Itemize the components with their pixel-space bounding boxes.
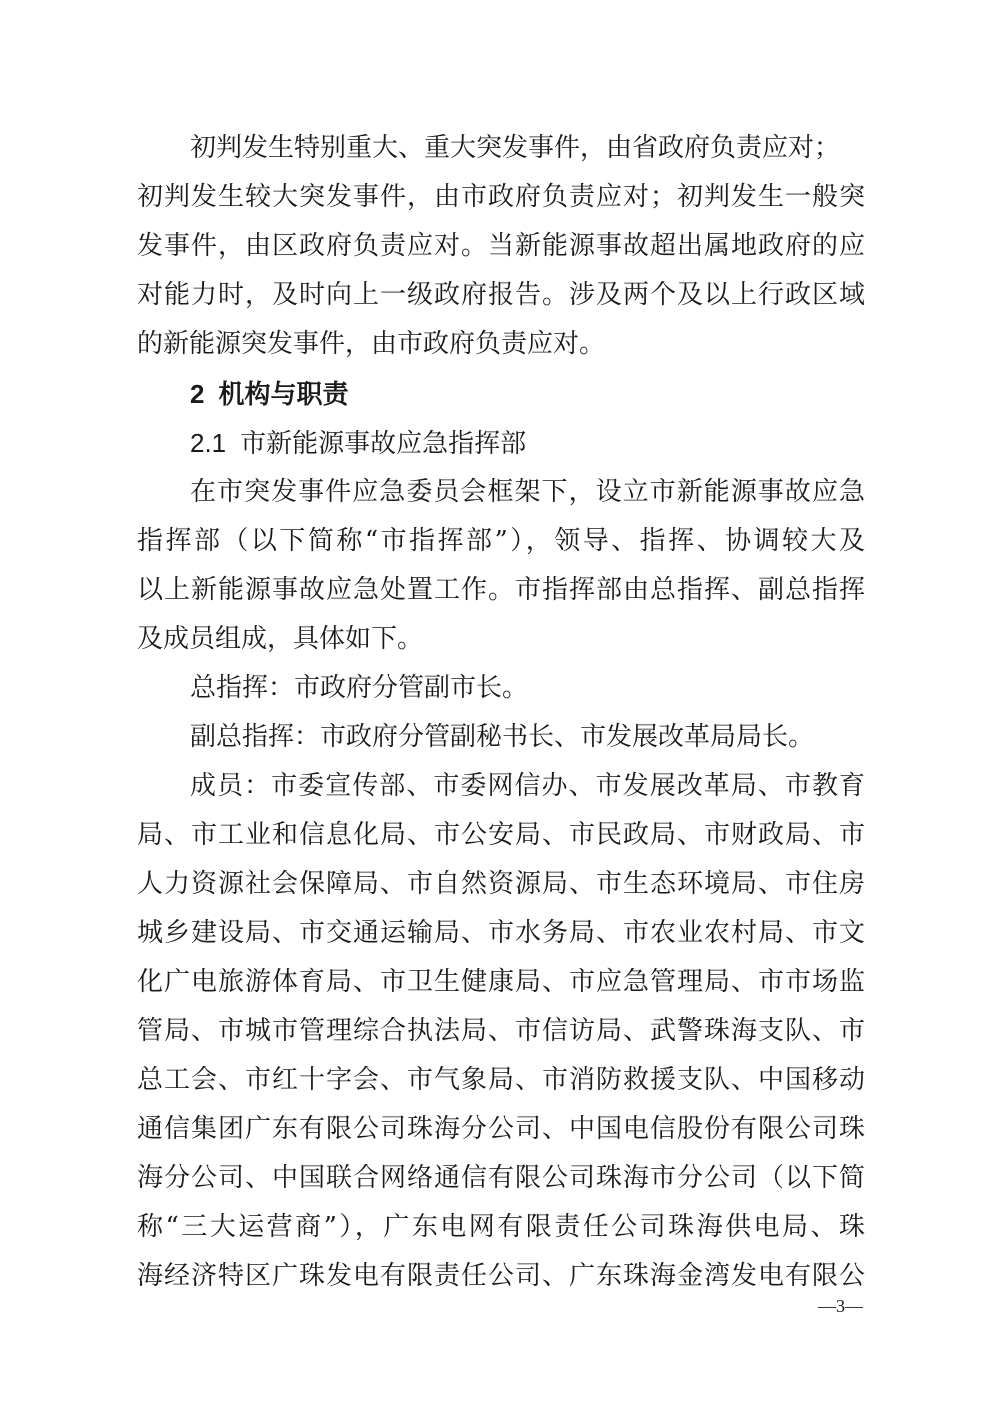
paragraph-1-line-2: 初判发生较大突发事件，由市政府负责应对；初判发生一般突 bbox=[137, 182, 865, 212]
section-2-number: 2 bbox=[190, 379, 205, 409]
paragraph-1-line-3: 发事件，由区政府负责应对。当新能源事故超出属地政府的应 bbox=[137, 231, 865, 261]
chief-commander: 总指挥：市政府分管副市长。 bbox=[190, 673, 529, 703]
members-line-9: 海分公司、中国联合网络通信有限公司珠海市分公司（以下简 bbox=[137, 1163, 865, 1193]
paragraph-1-line-4: 对能力时，及时向上一级政府报告。涉及两个及以上行政区域 bbox=[137, 280, 865, 310]
paragraph-2-line-2: 指挥部（以下简称“市指挥部”），领导、指挥、协调较大及 bbox=[137, 526, 865, 556]
page-number: —3— bbox=[818, 1296, 863, 1316]
paragraph-2-line-4: 及成员组成，具体如下。 bbox=[137, 624, 424, 654]
members-line-8: 通信集团广东有限公司珠海分公司、中国电信股份有限公司珠 bbox=[137, 1114, 865, 1144]
members-line-5: 化广电旅游体育局、市卫生健康局、市应急管理局、市市场监 bbox=[137, 967, 865, 997]
section-2-heading bbox=[190, 377, 348, 412]
members-line-3: 人力资源社会保障局、市自然资源局、市生态环境局、市住房 bbox=[137, 869, 865, 899]
members-line-7: 总工会、市红十字会、市气象局、市消防救援支队、中国移动 bbox=[137, 1065, 865, 1095]
members-line-1: 成员：市委宣传部、市委网信办、市发展改革局、市教育 bbox=[190, 771, 865, 801]
paragraph-1-line-5: 的新能源突发事件，由市政府负责应对。 bbox=[137, 329, 606, 359]
paragraph-2-line-1: 在市突发事件应急委员会框架下，设立市新能源事故应急 bbox=[190, 477, 865, 507]
deputy-commander: 副总指挥：市政府分管副秘书长、市发展改革局局长。 bbox=[190, 722, 815, 752]
members-line-6: 管局、市城市管理综合执法局、市信访局、武警珠海支队、市 bbox=[137, 1016, 865, 1046]
section-2-title: 机构与职责 bbox=[218, 380, 349, 410]
members-line-2: 局、市工业和信息化局、市公安局、市民政局、市财政局、市 bbox=[137, 820, 865, 850]
section-2-1-heading bbox=[190, 426, 526, 461]
members-line-4: 城乡建设局、市交通运输局、市水务局、市农业农村局、市文 bbox=[137, 918, 865, 948]
section-2-1-number: 2.1 bbox=[190, 428, 227, 458]
paragraph-1-line-1: 初判发生特别重大、重大突发事件，由省政府负责应对； bbox=[190, 133, 841, 163]
members-line-10: 称“三大运营商”），广东电网有限责任公司珠海供电局、珠 bbox=[137, 1212, 865, 1242]
members-line-11: 海经济特区广珠发电有限责任公司、广东珠海金湾发电有限公 bbox=[137, 1261, 865, 1291]
section-2-1-title: 市新能源事故应急指挥部 bbox=[240, 429, 527, 459]
paragraph-2-line-3: 以上新能源事故应急处置工作。市指挥部由总指挥、副总指挥 bbox=[137, 575, 865, 605]
